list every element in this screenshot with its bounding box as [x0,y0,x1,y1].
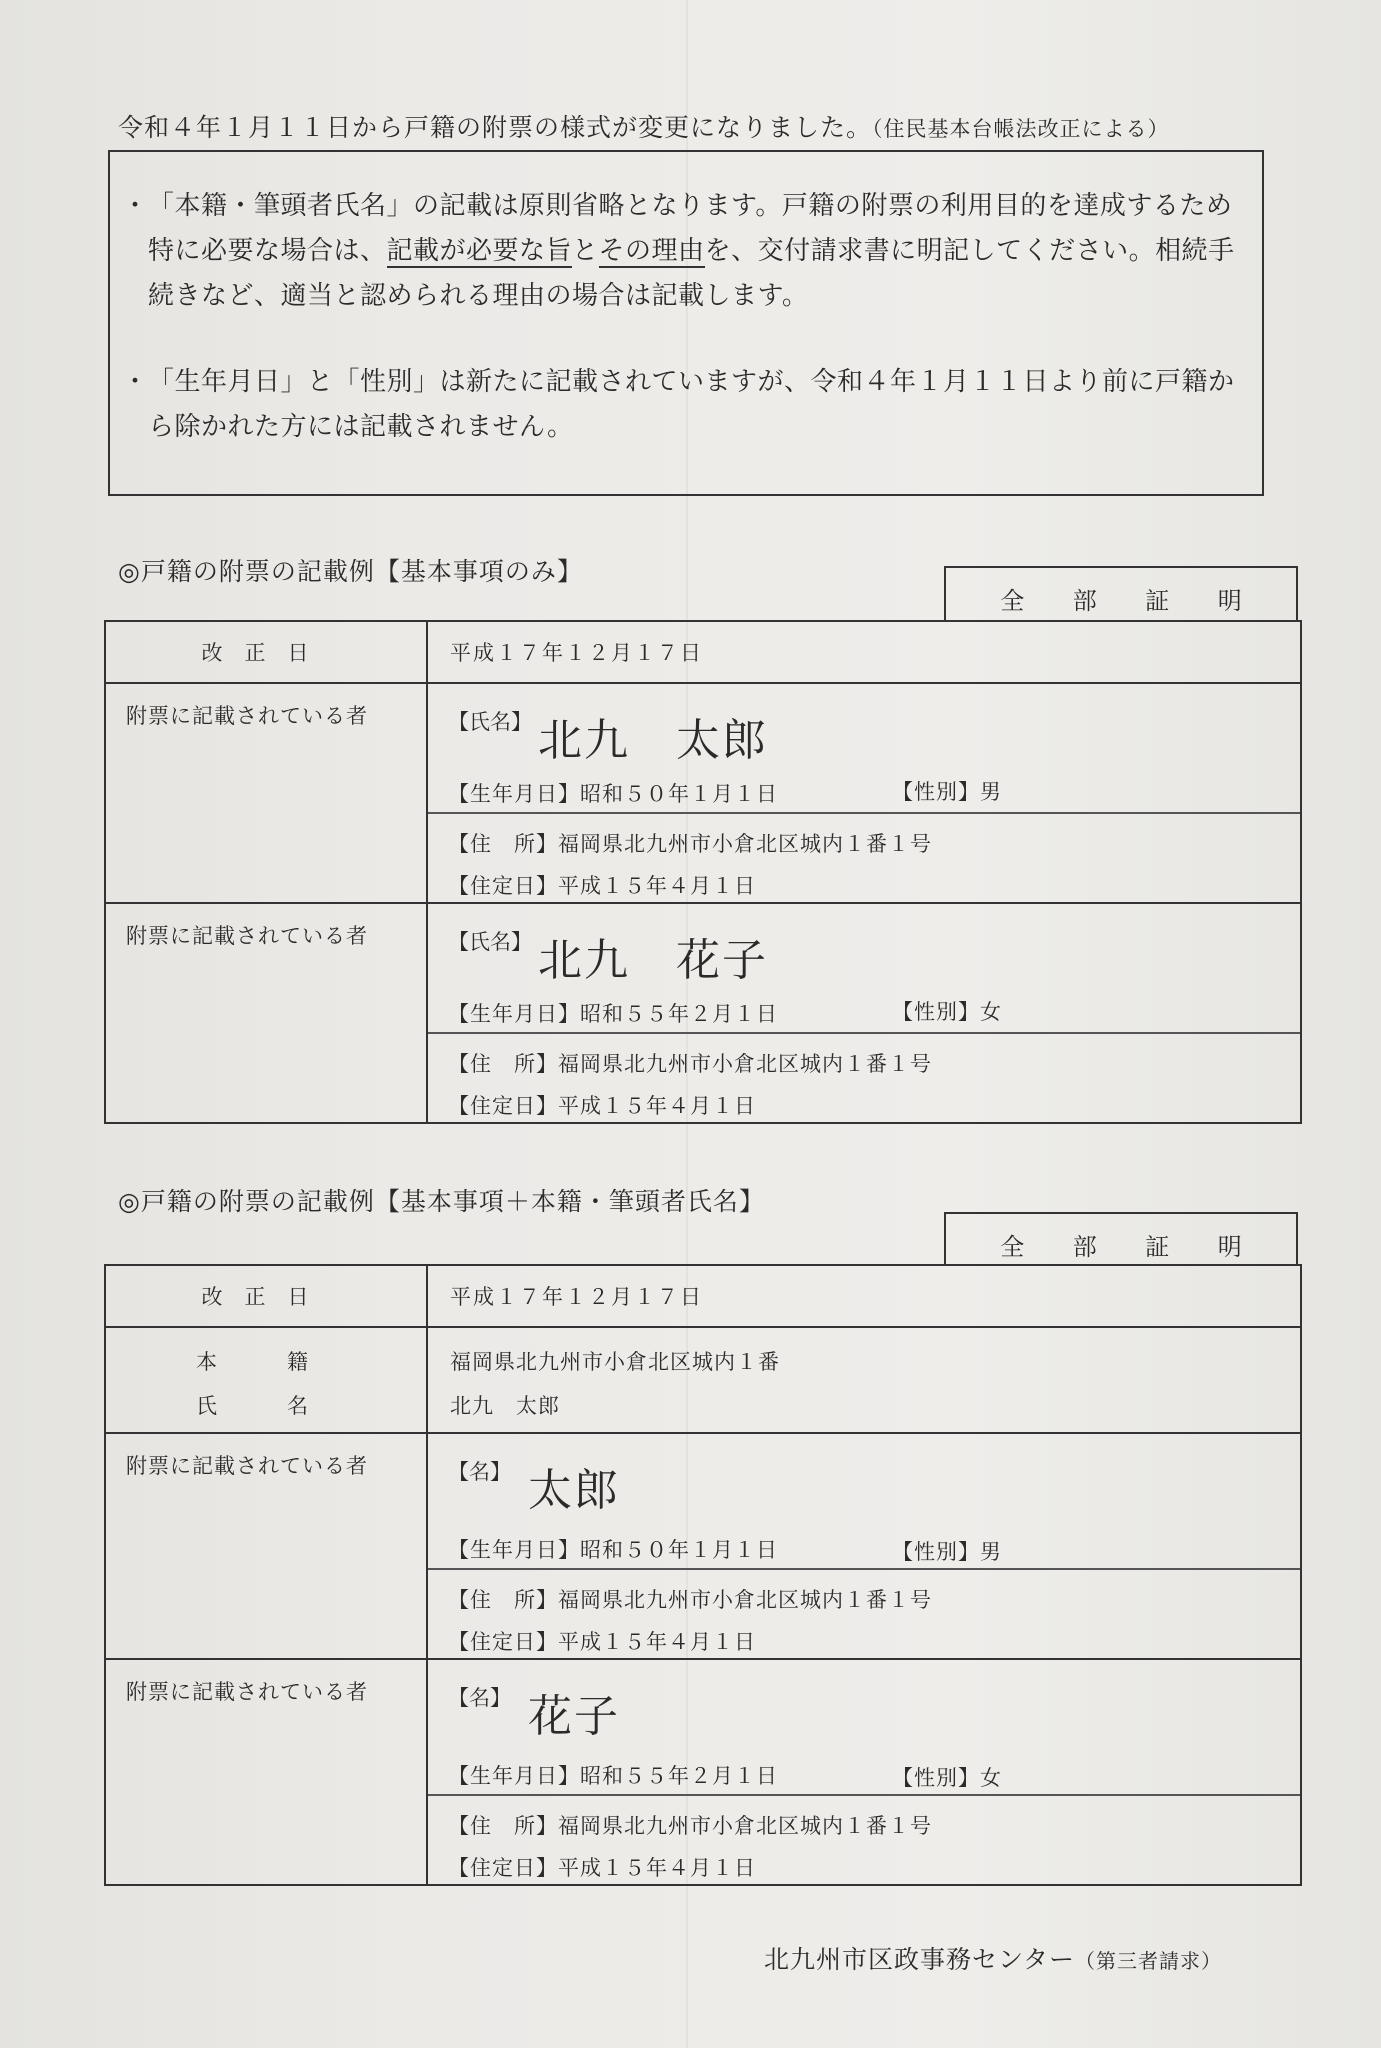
person-name: 太郎 [528,1465,620,1516]
revision-value: 平成１７年１２月１７日 [427,621,1301,683]
notice-text: 「本籍・筆頭者氏名」の記載は原則省略となります。戸籍の附票の利用目的を達成するため特に必要な場合は、 [148,191,1233,266]
person-record [427,903,1301,1123]
sex: 【性別】女 [892,1766,1002,1790]
table-row [105,1327,1301,1433]
footer-main: 北九州市区政事務センター [764,1945,1076,1974]
cert-char: 証 [1145,1233,1170,1261]
table-row [105,1265,1301,1327]
page-header [118,108,1278,144]
person-label: 附票に記載されている者 [105,683,427,903]
address: 【住 所】福岡県北九州市小倉北区城内１番１号 [448,1588,932,1612]
address: 【住 所】福岡県北九州市小倉北区城内１番１号 [448,1052,932,1076]
example1-title: ◎戸籍の附票の記載例【基本事項のみ】 [118,557,583,586]
honseki-value: 福岡県北九州市小倉北区城内１番 [450,1350,780,1374]
sex: 【性別】男 [892,780,1002,804]
bullet: ・ [122,367,149,397]
person-record [427,1659,1301,1885]
cert-char: 証 [1145,587,1170,615]
notice-text: 「生年月日」と「性別」は新たに記載されていますが、令和４年１月１１日より前に戸籍から除かれた方には記載されません。 [148,367,1235,442]
bullet: ・ [122,191,149,221]
notice-paragraph-2 [122,360,1252,450]
revision-label: 改正日 [105,621,427,683]
notice-text: と [572,236,599,266]
cert-char: 明 [1217,1233,1242,1261]
footer-note: （第三者請求） [1075,1949,1223,1973]
certificate-label [944,1212,1298,1266]
residence-date: 【住定日】平成１５年４月１日 [448,1094,756,1118]
table-row [105,1659,1301,1885]
name-label: 【氏名】 [448,930,532,954]
name-label: 【名】 [448,1460,511,1484]
honseki-value-cell [427,1327,1301,1433]
person-name: 北九 花子 [538,935,768,986]
residence-date: 【住定日】平成１５年４月１日 [448,1630,756,1654]
person-label: 附票に記載されている者 [105,1659,427,1885]
sex: 【性別】女 [892,1000,1002,1024]
honseki-label-cell [105,1327,427,1433]
notice-paragraph-1 [122,184,1252,319]
person-name: 花子 [528,1691,620,1742]
birth-date: 【生年月日】昭和５５年２月１日 [448,1764,778,1788]
table-row [105,621,1301,683]
residence-date: 【住定日】平成１５年４月１日 [448,874,756,898]
cert-char: 部 [1072,587,1097,615]
person-label: 附票に記載されている者 [105,1433,427,1659]
cert-char: 部 [1072,1233,1097,1261]
certificate-label [944,566,1298,620]
birth-date: 【生年月日】昭和５０年１月１日 [448,782,778,806]
shimei-label: 氏名 [196,1394,378,1418]
person-record [427,683,1301,903]
header-main: 令和４年１月１１日から戸籍の附票の様式が変更になりました。 [118,113,873,142]
table-row [105,903,1301,1123]
page-footer [764,1940,1222,1976]
person-record [427,1433,1301,1659]
revision-label: 改正日 [105,1265,427,1327]
revision-value: 平成１７年１２月１７日 [427,1265,1301,1327]
birth-date: 【生年月日】昭和５５年２月１日 [448,1002,778,1026]
notice-underlined-text: 記載が必要な旨 [386,236,573,266]
address: 【住 所】福岡県北九州市小倉北区城内１番１号 [448,1814,932,1838]
sex: 【性別】男 [892,1540,1002,1564]
cert-char: 全 [1000,1233,1025,1261]
shimei-value: 北九 太郎 [450,1394,560,1418]
table-row [105,1433,1301,1659]
example2-table [104,1264,1302,1886]
person-name: 北九 太郎 [538,715,768,766]
example2-title: ◎戸籍の附票の記載例【基本事項＋本籍・筆頭者氏名】 [118,1187,765,1216]
cert-char: 全 [1000,587,1025,615]
name-label: 【名】 [448,1686,511,1710]
notice-box [108,150,1264,496]
example1-table [104,620,1302,1124]
address: 【住 所】福岡県北九州市小倉北区城内１番１号 [448,832,932,856]
cert-char: 明 [1217,587,1242,615]
header-note: （住民基本台帳法改正による） [872,117,1170,141]
name-label: 【氏名】 [448,710,532,734]
person-label: 附票に記載されている者 [105,903,427,1123]
honseki-label: 本籍 [196,1350,378,1374]
notice-underlined-text: その理由 [598,236,705,266]
notice-text: を、交付請求書に明記してください。相続手続きなど、適当と認められる理由の場合は記載します。 [148,236,1235,311]
birth-date: 【生年月日】昭和５０年１月１日 [448,1538,778,1562]
residence-date: 【住定日】平成１５年４月１日 [448,1856,756,1880]
table-row [105,683,1301,903]
